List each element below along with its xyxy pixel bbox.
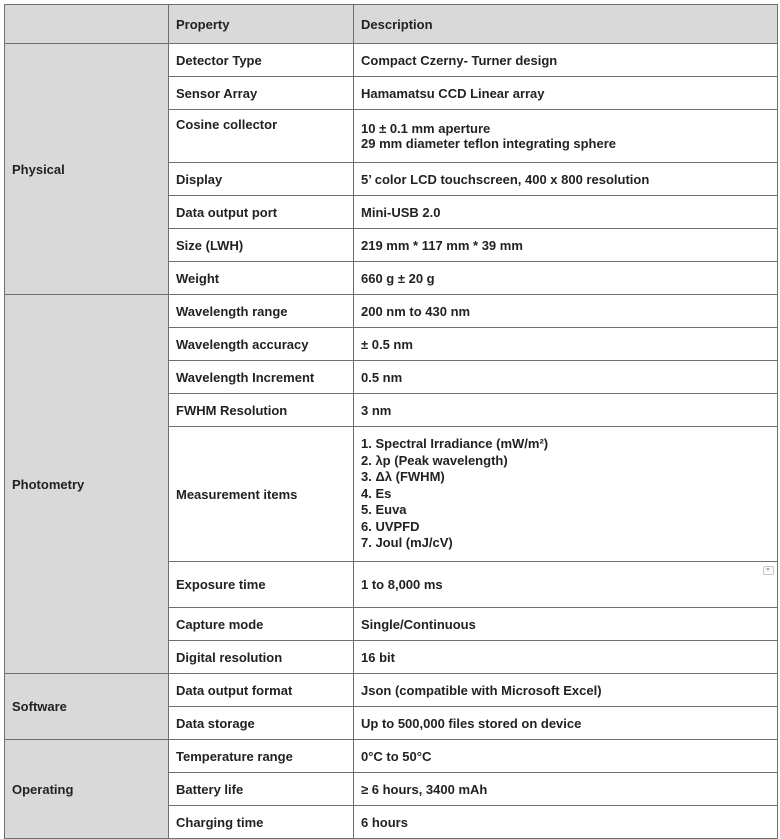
table-row [5, 295, 778, 328]
description-cell: 1. Spectral Irradiance (mW/m²) 2. λp (Peak wavelength) 3. Δλ (FWHM) 4. Es 5. Euva 6. UVPFD 7. Joul (mJ/cV) [354, 427, 778, 562]
table-row [5, 44, 778, 77]
category-operating: Operating [5, 740, 169, 839]
property-cell: Battery life [169, 773, 354, 806]
property-cell: Data output port [169, 196, 354, 229]
description-cell: 200 nm to 430 nm [354, 295, 778, 328]
property-cell: Wavelength Increment [169, 361, 354, 394]
property-cell: Exposure time [169, 562, 354, 608]
property-cell: Detector Type [169, 44, 354, 77]
category-software: Software [5, 674, 169, 740]
description-cell: 219 mm * 117 mm * 39 mm [354, 229, 778, 262]
description-cell: 5’ color LCD touchscreen, 400 x 800 resolution [354, 163, 778, 196]
property-cell: Data storage [169, 707, 354, 740]
header-property: Property [169, 5, 354, 44]
header-row [5, 5, 778, 44]
property-cell: Weight [169, 262, 354, 295]
description-cell [354, 562, 778, 608]
description-cell: 16 bit [354, 641, 778, 674]
header-corner [5, 5, 169, 44]
property-cell: Sensor Array [169, 77, 354, 110]
header-description: Description [354, 5, 778, 44]
property-cell: Charging time [169, 806, 354, 839]
spec-table [4, 4, 778, 839]
property-cell: Data output format [169, 674, 354, 707]
description-cell: 660 g ± 20 g [354, 262, 778, 295]
description-cell: Json (compatible with Microsoft Excel) [354, 674, 778, 707]
property-cell: Digital resolution [169, 641, 354, 674]
property-cell: Wavelength range [169, 295, 354, 328]
description-cell: Compact Czerny- Turner design [354, 44, 778, 77]
property-cell: Capture mode [169, 608, 354, 641]
table-row [5, 740, 778, 773]
property-cell: FWHM Resolution [169, 394, 354, 427]
description-text: 1 to 8,000 ms [361, 577, 443, 592]
description-cell: Mini-USB 2.0 [354, 196, 778, 229]
description-cell: Single/Continuous [354, 608, 778, 641]
description-cell: Hamamatsu CCD Linear array [354, 77, 778, 110]
description-cell: ≥ 6 hours, 3400 mAh [354, 773, 778, 806]
description-cell: 6 hours [354, 806, 778, 839]
description-cell: ± 0.5 nm [354, 328, 778, 361]
description-cell: 3 nm [354, 394, 778, 427]
description-cell: 10 ± 0.1 mm aperture 29 mm diameter teflon integrating sphere [354, 110, 778, 163]
description-cell: 0°C to 50°C [354, 740, 778, 773]
dropdown-toggle-icon[interactable] [763, 566, 774, 575]
category-photometry: Photometry [5, 295, 169, 674]
property-cell: Measurement items [169, 427, 354, 562]
property-cell: Size (LWH) [169, 229, 354, 262]
category-physical: Physical [5, 44, 169, 295]
property-cell: Wavelength accuracy [169, 328, 354, 361]
description-cell: Up to 500,000 files stored on device [354, 707, 778, 740]
property-cell: Cosine collector [169, 110, 354, 163]
table-row [5, 674, 778, 707]
property-cell: Display [169, 163, 354, 196]
property-cell: Temperature range [169, 740, 354, 773]
description-cell: 0.5 nm [354, 361, 778, 394]
